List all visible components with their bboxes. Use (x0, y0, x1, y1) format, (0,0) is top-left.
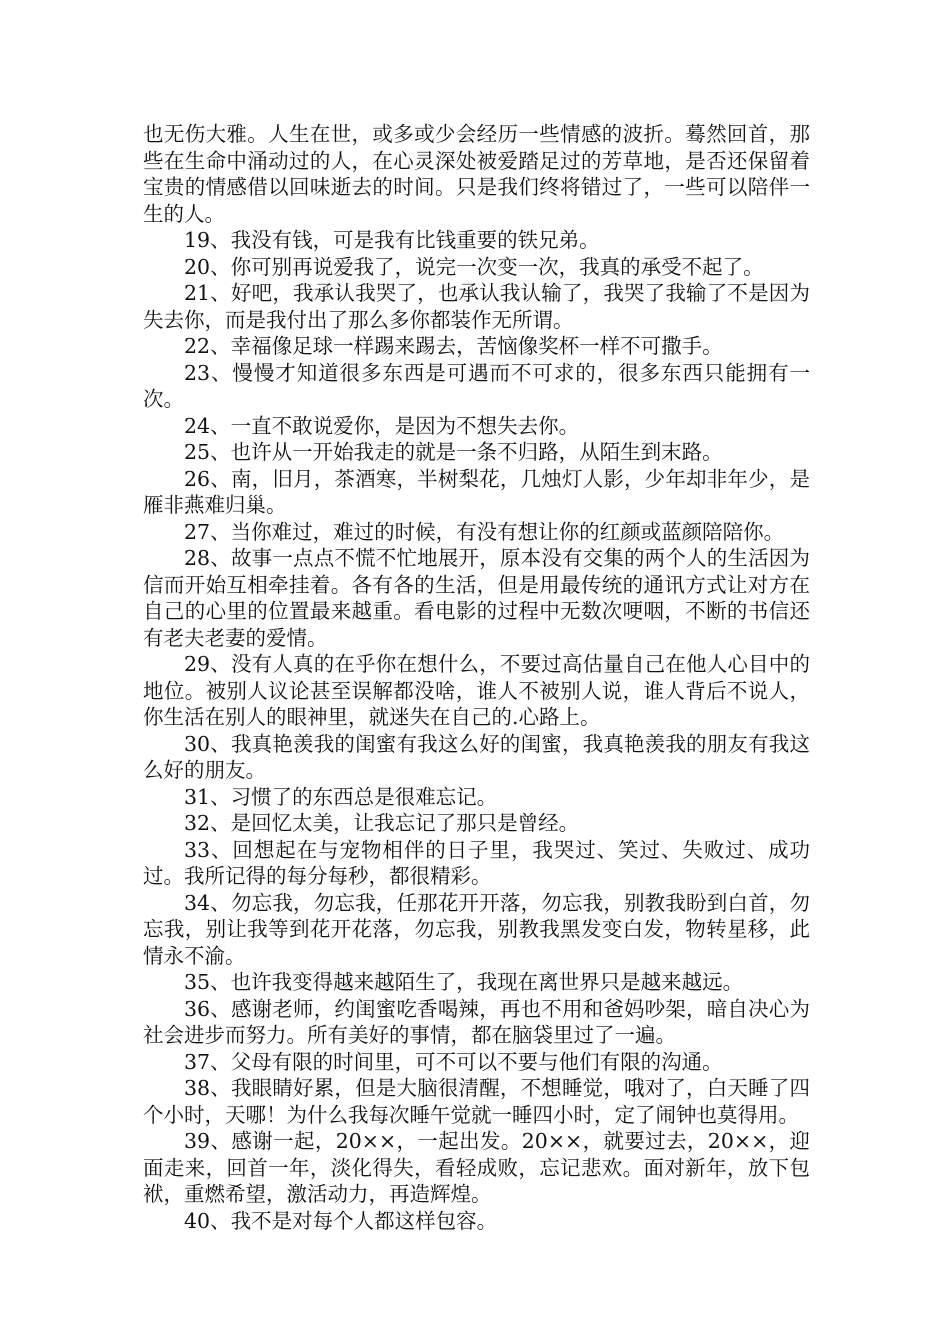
paragraph-34: 34、勿忘我，勿忘我，任那花开开落，勿忘我，别教我盼到白首，勿忘我，别让我等到花开花落，勿忘我，别教我黑发变白发，物转星移，此情永不渝。 (143, 890, 810, 968)
paragraph-26: 26、南，旧月，茶酒寒，半树梨花，几烛灯人影，少年却非年少，是雁非燕难归巢。 (143, 466, 810, 517)
paragraph-27: 27、当你难过，难过的时候，有没有想让你的红颜或蓝颜陪陪你。 (184, 519, 785, 544)
paragraph-38: 38、我眼睛好累，但是大脑很清醒，不想睡觉，哦对了，白天睡了四个小时，天哪！为什么我每次睡午觉就一睡四小时，定了闹钟也莫得用。 (143, 1076, 810, 1127)
paragraph-21: 21、好吧，我承认我哭了，也承认我认输了，我哭了我输了不是因为失去你，而是我付出了那么多你都装作无所谓。 (143, 281, 810, 332)
paragraph-23: 23、慢慢才知道很多东西是可遇而不可求的，很多东西只能拥有一次。 (143, 360, 810, 411)
paragraph-25: 25、也许从一开始我走的就是一条不归路，从陌生到末路。 (184, 440, 723, 464)
paragraph-35: 35、也许我变得越来越陌生了，我现在离世界只是越来越远。 (184, 970, 744, 994)
document-body (143, 121, 810, 1234)
paragraph-24: 24、一直不敢说爱你，是因为不想失去你。 (184, 413, 580, 438)
paragraph-40: 40、我不是对每个人都这样包容。 (184, 1208, 498, 1233)
paragraph-36: 36、感谢老师，约闺蜜吃香喝辣，再也不用和爸妈吵架，暗自决心为社会进步而努力。所有美好的事情，都在脑袋里过了一遍。 (143, 996, 810, 1047)
paragraph-39: 39、感谢一起，20××，一起出发。20××，就要过去，20××，迎面走来，回首一年，淡化得失，看轻成败，忘记悲欢。面对新年，放下包袱，重燃希望，激活动力，再造辉煌。 (143, 1129, 810, 1206)
paragraph-22: 22、幸福像足球一样踢来踢去，苦恼像奖杯一样不可撒手。 (184, 334, 723, 358)
paragraph-28: 28、故事一点点不慌不忙地展开，原本没有交集的两个人的生活因为信而开始互相牵挂着。各有各的生活，但是用最传统的通讯方式让对方在自己的心里的位置最来越重。看电影的过程中无数次哽咽，不断的书信还有老夫老妻的爱情。 (143, 546, 810, 650)
paragraph-31: 31、习惯了的东西总是很难忘记。 (184, 784, 498, 809)
paragraph-20: 20、你可别再说爱我了，说完一次变一次，我真的承受不起了。 (184, 254, 764, 279)
paragraph-continued: 也无伤大雅。人生在世，或多或少会经历一些情感的波折。蓦然回首，那些在生命中涌动过的人，在心灵深处被爱踏足过的芳草地，是否还保留着宝贵的情感借以回味逝去的时间。只是我们终将错过了，一些可以陪伴一生的人。 (143, 122, 810, 226)
paragraph-33: 33、回想起在与宠物相伴的日子里，我哭过、笑过、失败过、成功过。我所记得的每分每秒，都很精彩。 (143, 837, 810, 888)
paragraph-30: 30、我真艳羡我的闺蜜有我这么好的闺蜜，我真艳羡我的朋友有我这么好的朋友。 (143, 731, 810, 782)
paragraph-19: 19、我没有钱，可是我有比钱重要的铁兄弟。 (184, 228, 600, 252)
paragraph-32: 32、是回忆太美，让我忘记了那只是曾经。 (184, 811, 580, 835)
paragraph-29: 29、没有人真的在乎你在想什么，不要过高估量自己在他人心目中的地位。被别人议论甚至误解都没啥，谁人不被别人说，谁人背后不说人，你生活在别人的眼神里，就迷失在自己的.心路上。 (143, 652, 810, 729)
paragraph-37: 37、父母有限的时间里，可不可以不要与他们有限的沟通。 (184, 1049, 723, 1074)
